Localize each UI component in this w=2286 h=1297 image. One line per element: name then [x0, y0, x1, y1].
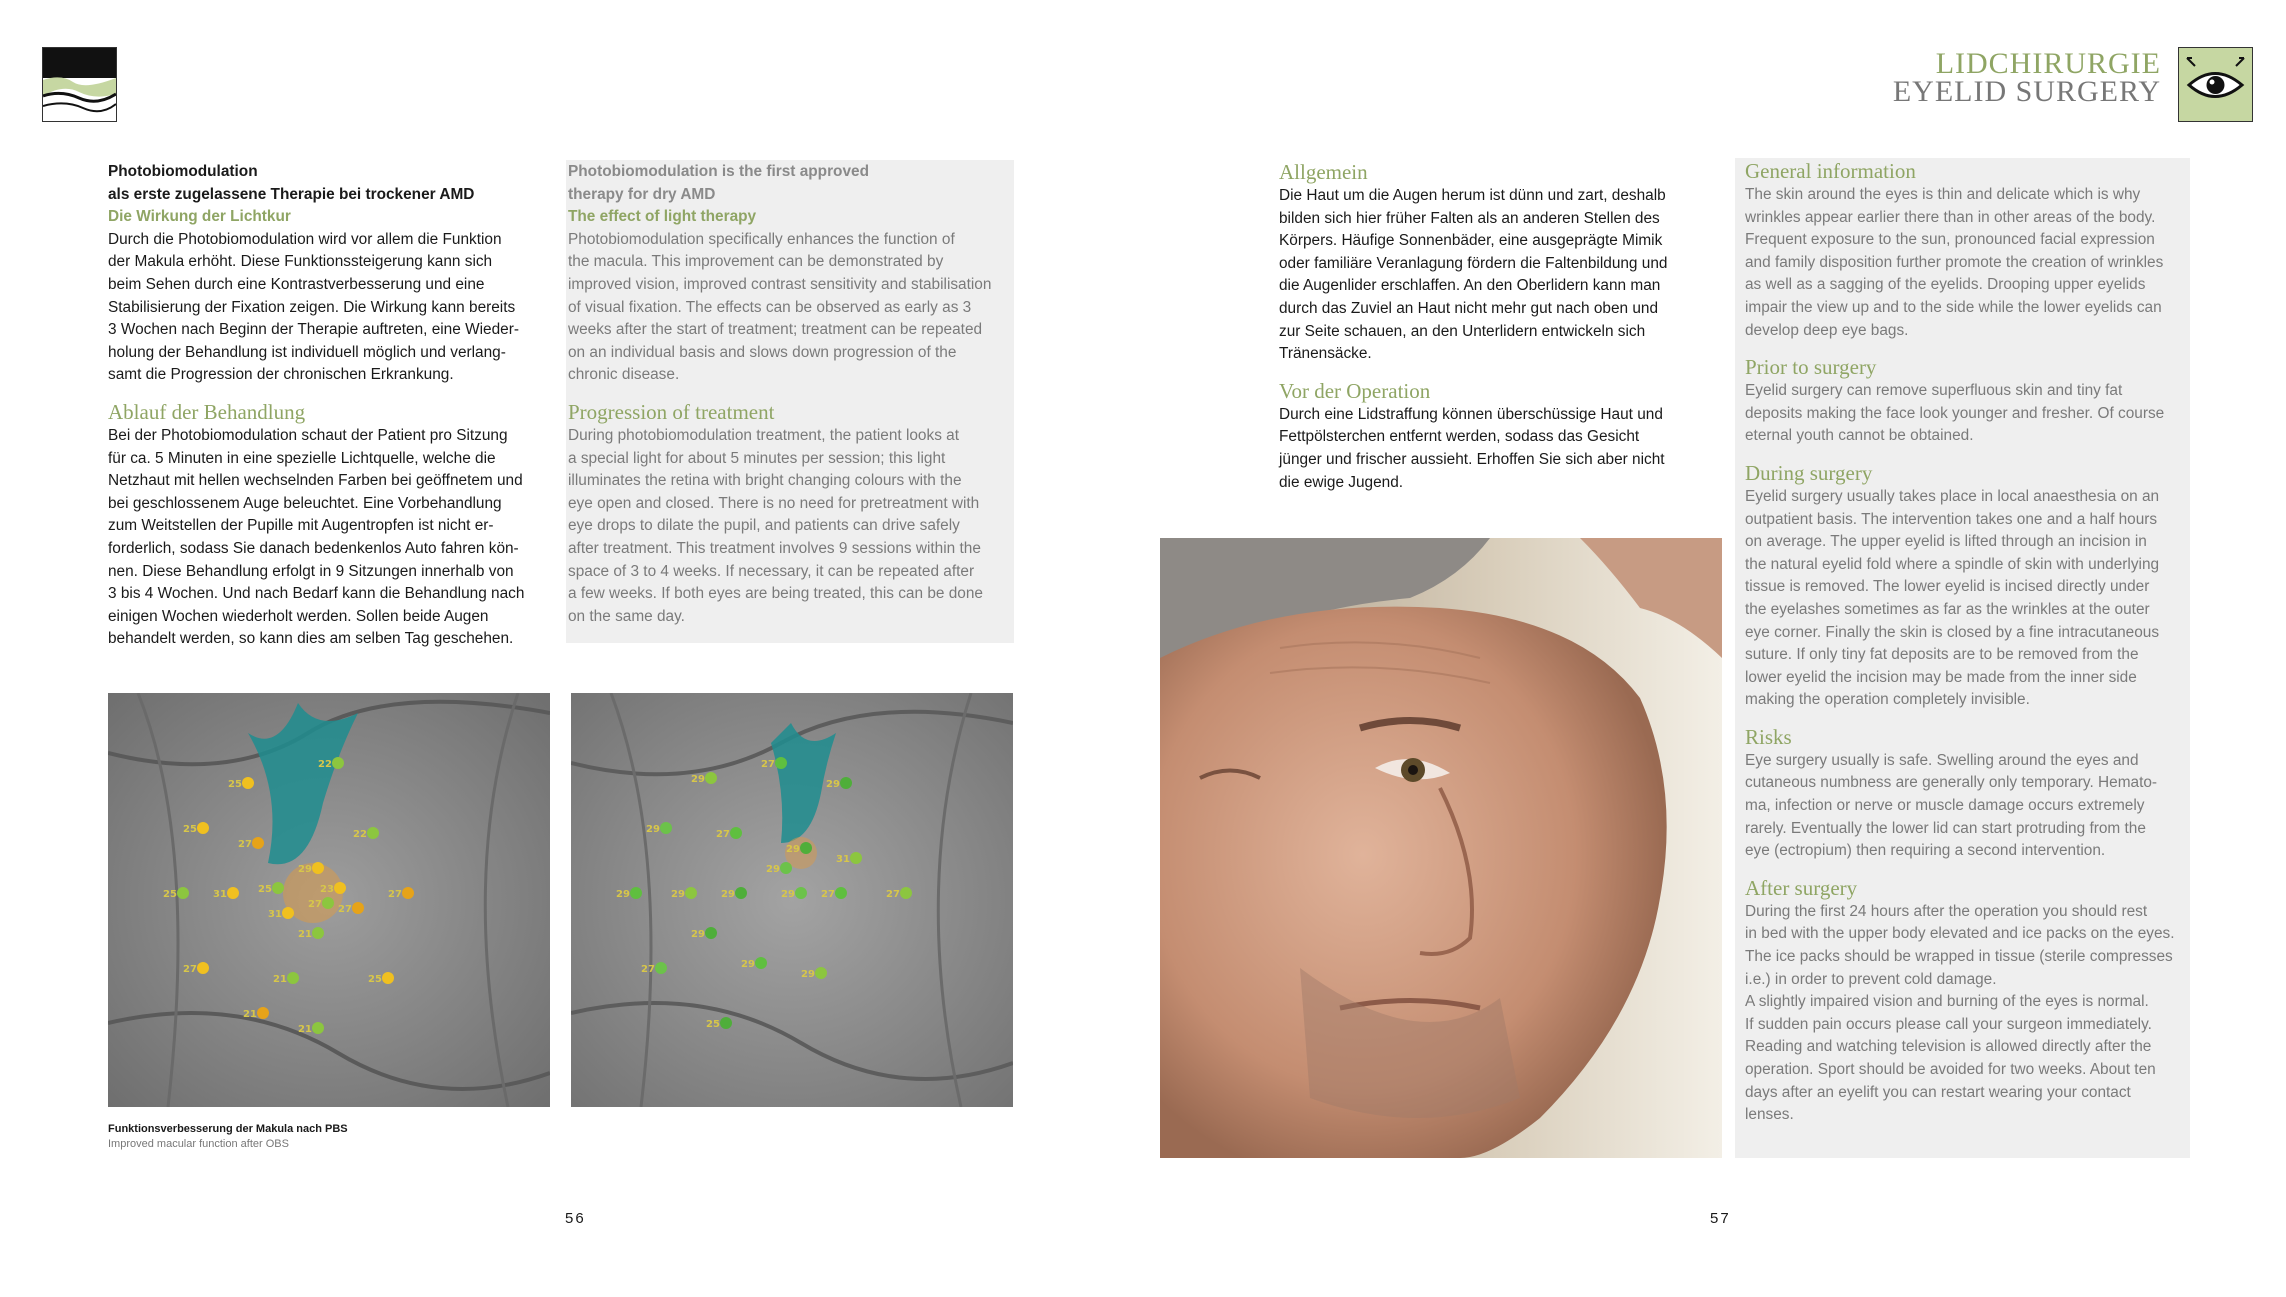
text-line: Durch eine Lidstraffung können überschüssige Haut und: [1279, 405, 1663, 423]
text-line: If sudden pain occurs please call your surgeon immediately.: [1745, 1015, 2152, 1033]
man-face-photo: [1160, 538, 1722, 1158]
perimetry-point: [227, 887, 239, 899]
figure-caption: [108, 1122, 348, 1152]
perimetry-point: [312, 927, 324, 939]
text-line: Eye surgery usually is safe. Swelling around the eyes and: [1745, 751, 2139, 769]
page-number-right: 57: [1710, 1210, 1731, 1227]
text-line: deposits making the face look younger and fresher. Of course: [1745, 404, 2165, 422]
perimetry-label: 27: [238, 839, 252, 850]
before-surgery-paragraph-de: [1279, 404, 1719, 494]
perimetry-label: 29: [826, 779, 840, 790]
perimetry-point: [900, 887, 912, 899]
perimetry-label: 21: [243, 1009, 257, 1020]
perimetry-point: [795, 887, 807, 899]
text-line: 3 bis 4 Wochen. Und nach Bedarf kann die Behandlung nach: [108, 585, 525, 603]
text-line: eternal youth cannot be obtained.: [1745, 427, 1974, 445]
pbm-title-de-line2: als erste zugelassene Therapie bei trockener AMD: [108, 185, 475, 203]
text-line: holung der Behandlung ist individuell möglich und verlang-: [108, 343, 506, 361]
text-line: During the first 24 hours after the operation you should rest: [1745, 902, 2148, 920]
text-line: a few weeks. If both eyes are being treated, this can be done: [568, 585, 983, 603]
perimetry-label: 27: [388, 889, 402, 900]
text-line: zum Weitstellen der Pupille mit Augentropfen ist nicht er-: [108, 517, 494, 535]
perimetry-label: 29: [781, 889, 795, 900]
text-line: Reading and watching television is allowed directly after the: [1745, 1038, 2152, 1056]
perimetry-label: 25: [706, 1019, 720, 1030]
perimetry-label: 25: [228, 779, 242, 790]
text-line: eye drops to dilate the pupil, and patients can drive safely: [568, 517, 960, 535]
perimetry-label: 25: [163, 889, 177, 900]
text-line: behandelt werden, so kann dies am selben Tag geschehen.: [108, 630, 514, 648]
perimetry-label: 21: [273, 974, 287, 985]
perimetry-point: [850, 852, 862, 864]
text-line: days after an eyelift you can restart wearing your contact: [1745, 1083, 2131, 1101]
text-line: improved vision, improved contrast sensitivity and stabilisation: [568, 275, 992, 293]
perimetry-point: [367, 827, 379, 839]
figure-caption-de: Funktionsverbesserung der Makula nach PBS: [108, 1123, 348, 1135]
text-line: Photobiomodulation specifically enhances the function of: [568, 230, 955, 248]
perimetry-point: [402, 887, 414, 899]
eye-logo-icon: [2178, 47, 2253, 122]
text-line: wrinkles appear earlier there than in other areas of the body.: [1745, 208, 2156, 226]
perimetry-point: [685, 887, 697, 899]
perimetry-point: [312, 862, 324, 874]
text-line: einigen Wochen wiederholt werden. Sollen beide Augen: [108, 607, 489, 625]
text-line: cutaneous numbness are generally only temporary. Hemato-: [1745, 774, 2158, 792]
perimetry-label: 29: [721, 889, 735, 900]
text-line: Frequent exposure to the sun, pronounced facial expression: [1745, 231, 2155, 249]
section-heading-en: General information: [1745, 159, 1916, 183]
perimetry-label: 29: [646, 824, 660, 835]
before-surgery-heading-de: Vor der Operation: [1279, 378, 1431, 403]
perimetry-point: [835, 887, 847, 899]
perimetry-label: 29: [741, 959, 755, 970]
header-title-de: LIDCHIRURGIE: [1935, 47, 2161, 80]
text-line: of visual fixation. The effects can be observed as early as 3: [568, 298, 972, 316]
text-line: lenses.: [1745, 1106, 1794, 1124]
text-line: forderlich, sodass Sie danach bedenkenlos Auto fahren kön-: [108, 539, 519, 557]
perimetry-point: [197, 962, 209, 974]
perimetry-point: [332, 757, 344, 769]
text-line: on the same day.: [568, 607, 685, 625]
perimetry-point: [840, 777, 852, 789]
text-line: oder familiäre Veranlagung fördern die Faltenbildung und: [1279, 254, 1668, 272]
pbm-paragraph-en: [568, 229, 1014, 387]
pbm-subtitle-en: The effect of light therapy: [568, 208, 757, 226]
perimetry-point: [257, 1007, 269, 1019]
text-line: weeks after the start of treatment; treatment can be repeated: [568, 321, 983, 339]
text-line: i.e.) in order to prevent cold damage.: [1745, 970, 1997, 988]
text-line: A slightly impaired vision and burning of the eyes is normal.: [1745, 993, 2149, 1011]
text-line: The ice packs should be wrapped in tissue (sterile compresses: [1745, 948, 2173, 966]
pbm-german-column: [108, 161, 548, 651]
text-line: ma, infection or nerve or muscle damage occurs extremely: [1745, 797, 2145, 815]
perimetry-point: [705, 927, 717, 939]
text-line: eye corner. Finally the skin is closed by a fine intracutaneous: [1745, 623, 2160, 641]
text-line: für ca. 5 Minuten in eine spezielle Lichtquelle, welche die: [108, 449, 496, 467]
treatment-paragraph-de: [108, 425, 548, 651]
perimetry-point: [282, 907, 294, 919]
treatment-heading-en: Progression of treatment: [568, 399, 775, 424]
perimetry-label: 29: [801, 969, 815, 980]
pbm-english-column: [566, 160, 1014, 643]
text-line: illuminates the retina with bright changing colours with the: [568, 472, 962, 490]
text-line: eye (ectropium) then requiring a second intervention.: [1745, 842, 2106, 860]
perimetry-point: [730, 827, 742, 839]
perimetry-label: 31: [213, 889, 227, 900]
text-line: bei geschlossenem Auge beleuchtet. Eine Vorbehandlung: [108, 494, 502, 512]
perimetry-point: [312, 1022, 324, 1034]
figure-caption-en: Improved macular function after OBS: [108, 1138, 289, 1150]
text-line: Eyelid surgery can remove superfluous skin and tiny fat: [1745, 382, 2123, 400]
perimetry-point: [720, 1017, 732, 1029]
text-line: beim Sehen durch eine Kontrastverbesserung und eine: [108, 275, 485, 293]
perimetry-point: [655, 962, 667, 974]
perimetry-label: 21: [298, 1024, 312, 1035]
text-line: chronic disease.: [568, 366, 680, 384]
pbm-title-en-line2: therapy for dry AMD: [568, 185, 716, 203]
fundus-image-before: [108, 693, 550, 1107]
header-title-en: EYELID SURGERY: [1892, 75, 2161, 108]
pbm-paragraph-de: [108, 229, 548, 387]
perimetry-point: [322, 897, 334, 909]
perimetry-point: [334, 882, 346, 894]
perimetry-point: [775, 757, 787, 769]
text-line: the eyelashes sometimes as far as the wrinkles at the outer: [1745, 600, 2150, 618]
text-line: Netzhaut mit hellen wechselnden Farben bei geöffnetem und: [108, 472, 523, 490]
perimetry-label: 25: [368, 974, 382, 985]
perimetry-label: 29: [671, 889, 685, 900]
section-header: [1892, 47, 2161, 108]
perimetry-label: 25: [183, 824, 197, 835]
page-number-left: 56: [565, 1210, 586, 1227]
perimetry-label: 29: [691, 929, 705, 940]
perimetry-point: [252, 837, 264, 849]
text-line: samt die Progression der chronischen Erkrankung.: [108, 366, 454, 384]
text-line: jünger und frischer aussieht. Erhoffen Sie sich aber nicht: [1279, 450, 1665, 468]
section-heading-en: Risks: [1745, 724, 1792, 749]
perimetry-label: 27: [641, 964, 655, 975]
perimetry-label: 31: [268, 909, 282, 920]
text-line: the macula. This improvement can be demonstrated by: [568, 253, 944, 271]
text-line: During photobiomodulation treatment, the patient looks at: [568, 426, 959, 444]
pbm-title-en: Photobiomodulation is the first approved: [568, 163, 869, 180]
general-heading-de: Allgemein: [1279, 160, 1368, 184]
general-paragraph-de: [1279, 185, 1719, 366]
perimetry-label: 29: [691, 774, 705, 785]
perimetry-label: 29: [298, 864, 312, 875]
text-line: rarely. Eventually the lower lid can start protruding from the: [1745, 819, 2146, 837]
text-line: as well as a sagging of the eyelids. Drooping upper eyelids: [1745, 276, 2146, 294]
perimetry-point: [177, 887, 189, 899]
perimetry-point: [780, 862, 792, 874]
perimetry-label: 21: [298, 929, 312, 940]
perimetry-label: 22: [318, 759, 332, 770]
text-line: die ewige Jugend.: [1279, 473, 1404, 491]
perimetry-label: 27: [886, 889, 900, 900]
eyelid-german-column: [1279, 159, 1719, 494]
perimetry-label: 29: [766, 864, 780, 875]
text-line: The skin around the eyes is thin and delicate which is why: [1745, 186, 2141, 203]
perimetry-point: [735, 887, 747, 899]
text-line: nen. Diese Behandlung erfolgt in 9 Sitzungen innerhalb von: [108, 562, 514, 580]
text-line: eye open and closed. There is no need for pretreatment with: [568, 494, 980, 512]
perimetry-label: 29: [786, 844, 800, 855]
perimetry-label: 29: [616, 889, 630, 900]
text-line: and family disposition further promote the creation of wrinkles: [1745, 253, 2164, 271]
text-line: der Makula erhöht. Diese Funktionssteigerung kann sich: [108, 253, 493, 271]
perimetry-point: [815, 967, 827, 979]
text-line: Bei der Photobiomodulation schaut der Patient pro Sitzung: [108, 426, 508, 444]
perimetry-point: [352, 902, 364, 914]
text-line: Eyelid surgery usually takes place in local anaesthesia on an: [1745, 487, 2160, 505]
text-line: on average. The upper eyelid is lifted through an incision in: [1745, 533, 2147, 551]
text-line: develop deep eye bags.: [1745, 321, 1909, 339]
text-line: Fettpölsterchen entfernt werden, sodass das Gesicht: [1279, 428, 1640, 446]
perimetry-point: [755, 957, 767, 969]
text-line: after treatment. This treatment involves 9 sessions within the: [568, 539, 981, 557]
pbm-title-de: Photobiomodulation: [108, 163, 258, 180]
perimetry-label: 27: [821, 889, 835, 900]
text-line: in bed with the upper body elevated and ice packs on the eyes.: [1745, 925, 2175, 943]
perimetry-point: [242, 777, 254, 789]
fundus-image-after: [571, 693, 1013, 1107]
text-line: tissue is removed. The lower eyelid is incised directly under: [1745, 578, 2150, 596]
text-line: durch das Zuviel an Haut nicht mehr gut nach oben und: [1279, 299, 1659, 317]
section-heading-en: During surgery: [1745, 460, 1873, 485]
text-line: space of 3 to 4 weeks. If necessary, it can be repeated after: [568, 562, 975, 580]
perimetry-point: [660, 822, 672, 834]
text-line: the natural eyelid fold where a spindle of skin with underlying: [1745, 555, 2160, 573]
perimetry-point: [272, 882, 284, 894]
perimetry-label: 27: [308, 899, 322, 910]
perimetry-point: [800, 842, 812, 854]
perimetry-point: [287, 972, 299, 984]
perimetry-label: 23: [320, 884, 334, 895]
treatment-heading-de: Ablauf der Behandlung: [108, 399, 306, 424]
eyelid-english-column: [1735, 158, 2190, 1158]
perimetry-point: [630, 887, 642, 899]
pbm-subtitle-de: Die Wirkung der Lichtkur: [108, 208, 291, 226]
perimetry-label: 27: [338, 904, 352, 915]
text-line: Körpers. Häufige Sonnenbäder, eine ausgeprägte Mimik: [1279, 232, 1663, 250]
text-line: bilden sich hier früher Falten als an anderen Stellen des: [1279, 209, 1660, 227]
perimetry-label: 25: [258, 884, 272, 895]
section-heading-en: Prior to surgery: [1745, 355, 1877, 380]
perimetry-label: 27: [716, 829, 730, 840]
text-line: lower eyelid the incision may be made from the inner side: [1745, 668, 2137, 686]
treatment-paragraph-en: [568, 425, 1014, 628]
eyelid-english-sections: [1745, 158, 2190, 1127]
text-line: a special light for about 5 minutes per session; this light: [568, 449, 946, 467]
text-line: 3 Wochen nach Beginn der Therapie auftreten, eine Wieder-: [108, 321, 519, 339]
section-heading-en: After surgery: [1745, 875, 1858, 900]
text-line: making the operation completely invisible.: [1745, 691, 2030, 709]
perimetry-label: 27: [183, 964, 197, 975]
text-line: Tränensäcke.: [1279, 345, 1372, 363]
text-line: impair the view up and to the side while the lower eyelids can: [1745, 298, 2162, 316]
text-line: die Augenlider erschlaffen. An den Oberlidern kann man: [1279, 277, 1661, 295]
perimetry-label: 22: [353, 829, 367, 840]
text-line: Die Haut um die Augen herum ist dünn und zart, deshalb: [1279, 187, 1666, 204]
text-line: zur Seite schauen, an den Unterlidern entwickeln sich: [1279, 322, 1646, 340]
perimetry-point: [705, 772, 717, 784]
landscape-logo-icon: [42, 47, 117, 122]
text-line: Durch die Photobiomodulation wird vor allem die Funktion: [108, 230, 502, 248]
perimetry-label: 27: [761, 759, 775, 770]
text-line: on an individual basis and slows down progression of the: [568, 343, 957, 361]
text-line: suture. If only tiny fat deposits are to be removed from the: [1745, 646, 2139, 664]
text-line: outpatient basis. The intervention takes one and a half hours: [1745, 510, 2158, 528]
text-line: operation. Sport should be avoided for two weeks. About ten: [1745, 1061, 2156, 1078]
perimetry-label: 31: [836, 854, 850, 865]
perimetry-point: [197, 822, 209, 834]
perimetry-point: [382, 972, 394, 984]
text-line: Stabilisierung der Fixation zeigen. Die Wirkung kann bereits: [108, 298, 516, 316]
